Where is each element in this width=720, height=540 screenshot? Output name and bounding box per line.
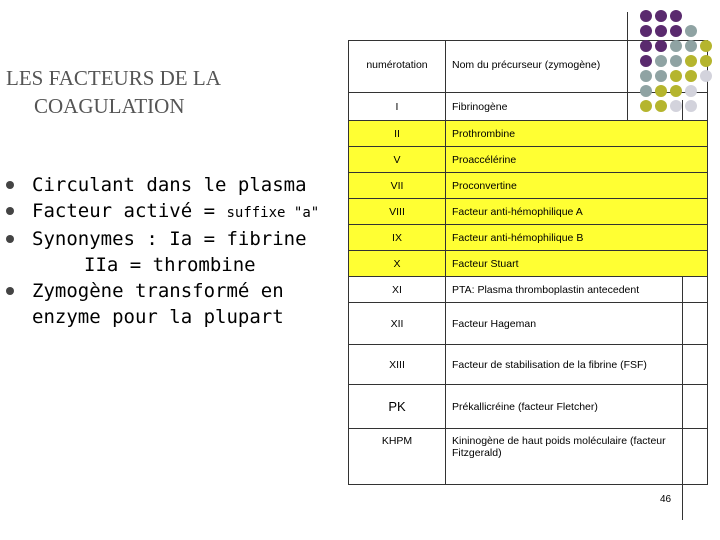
- table-row: [349, 429, 708, 485]
- factor-number: II: [349, 121, 446, 147]
- bullet-text: Facteur activé =: [32, 200, 227, 222]
- factor-name: Facteur anti-hémophilique A: [446, 199, 708, 225]
- decor-dot-icon: [655, 70, 667, 82]
- factor-number: I: [349, 93, 446, 121]
- bullet-dot-icon: [6, 181, 14, 189]
- factor-name: Facteur Hageman: [446, 303, 708, 345]
- factor-number: VII: [349, 173, 446, 199]
- decor-dot-icon: [685, 40, 697, 52]
- bullet-item: [6, 172, 346, 198]
- factor-name: PTA: Plasma thromboplastin antecedent: [446, 277, 708, 303]
- decor-dot-icon: [670, 25, 682, 37]
- factor-name: Fibrinogène: [446, 93, 708, 121]
- decor-dot-icon: [670, 100, 682, 112]
- bullet-dot-icon: [6, 235, 14, 243]
- title-line-1: LES FACTEURS DE LA: [6, 66, 221, 90]
- table-row: [349, 277, 708, 303]
- decor-dot-icon: [670, 10, 682, 22]
- table-row: [349, 173, 708, 199]
- decor-dot-icon: [670, 85, 682, 97]
- factor-name: Kininogène de haut poids moléculaire (facteur Fitzgerald): [446, 429, 708, 485]
- bullet-item: [6, 226, 346, 278]
- bullet-text-continued: IIa = thrombine: [84, 254, 256, 276]
- factor-number: V: [349, 147, 446, 173]
- factor-name: Proconvertine: [446, 173, 708, 199]
- decor-dot-icon: [685, 100, 697, 112]
- decor-dot-icon: [640, 85, 652, 97]
- decor-dot-icon: [685, 25, 697, 37]
- bullet-text-continued: enzyme pour la plupart: [32, 306, 284, 328]
- factor-name: Facteur de stabilisation de la fibrine (FSF): [446, 345, 708, 385]
- table-row: [349, 199, 708, 225]
- decor-dot-icon: [640, 10, 652, 22]
- decor-dot-icon: [640, 40, 652, 52]
- factor-number: VIII: [349, 199, 446, 225]
- factor-number: XI: [349, 277, 446, 303]
- factor-name: Prékallicréine (facteur Fletcher): [446, 385, 708, 429]
- factor-name: Facteur Stuart: [446, 251, 708, 277]
- decor-dot-icon: [670, 70, 682, 82]
- decor-dot-icon: [700, 55, 712, 67]
- decor-dot-icon: [655, 85, 667, 97]
- page-number: 46: [660, 494, 672, 505]
- bullet-item: [6, 198, 346, 226]
- factor-name: Facteur anti-hémophilique B: [446, 225, 708, 251]
- decor-dot-icon: [685, 55, 697, 67]
- decor-dot-icon: [640, 100, 652, 112]
- bullet-text: Circulant dans le plasma: [32, 174, 307, 196]
- bullet-list: [6, 172, 346, 330]
- table-row: [349, 121, 708, 147]
- table-row: [349, 251, 708, 277]
- factor-number: IX: [349, 225, 446, 251]
- header-precursor-name: Nom du précurseur (zymogène): [446, 41, 708, 93]
- decor-dot-icon: [655, 25, 667, 37]
- decor-dot-icon: [655, 55, 667, 67]
- decor-dot-icon: [670, 55, 682, 67]
- decor-dot-icon: [640, 25, 652, 37]
- table-row: [349, 225, 708, 251]
- decor-dot-icon: [655, 100, 667, 112]
- decor-dot-icon: [640, 55, 652, 67]
- title-line-2: COAGULATION: [34, 94, 185, 118]
- decor-dot-icon: [700, 40, 712, 52]
- factor-number: PK: [349, 385, 446, 429]
- table-row: [349, 147, 708, 173]
- bullet-dot-icon: [6, 207, 14, 215]
- factor-number: X: [349, 251, 446, 277]
- factor-name: Proaccélérine: [446, 147, 708, 173]
- decor-dot-icon: [685, 70, 697, 82]
- decor-dot-icon: [685, 85, 697, 97]
- decor-dot-icon: [640, 70, 652, 82]
- decor-dot-icon: [700, 70, 712, 82]
- bullet-text: Zymogène transformé en: [32, 280, 284, 302]
- table-row: [349, 385, 708, 429]
- bullet-item: [6, 278, 346, 330]
- bullet-dot-icon: [6, 287, 14, 295]
- header-numerotation: numérotation: [349, 41, 446, 93]
- bullet-text-small: suffixe "a": [226, 205, 320, 221]
- factor-number: XIII: [349, 345, 446, 385]
- table-row: [349, 345, 708, 385]
- decor-dot-icon: [670, 40, 682, 52]
- decor-dot-icon: [655, 40, 667, 52]
- factor-number: XII: [349, 303, 446, 345]
- decor-dot-icon: [655, 10, 667, 22]
- factor-name: Prothrombine: [446, 121, 708, 147]
- slide-title: [6, 64, 296, 120]
- bullet-text: Synonymes : Ia = fibrine: [32, 228, 307, 250]
- decorative-dot-grid: [636, 10, 720, 120]
- table-row: [349, 303, 708, 345]
- factor-number: KHPM: [349, 429, 446, 485]
